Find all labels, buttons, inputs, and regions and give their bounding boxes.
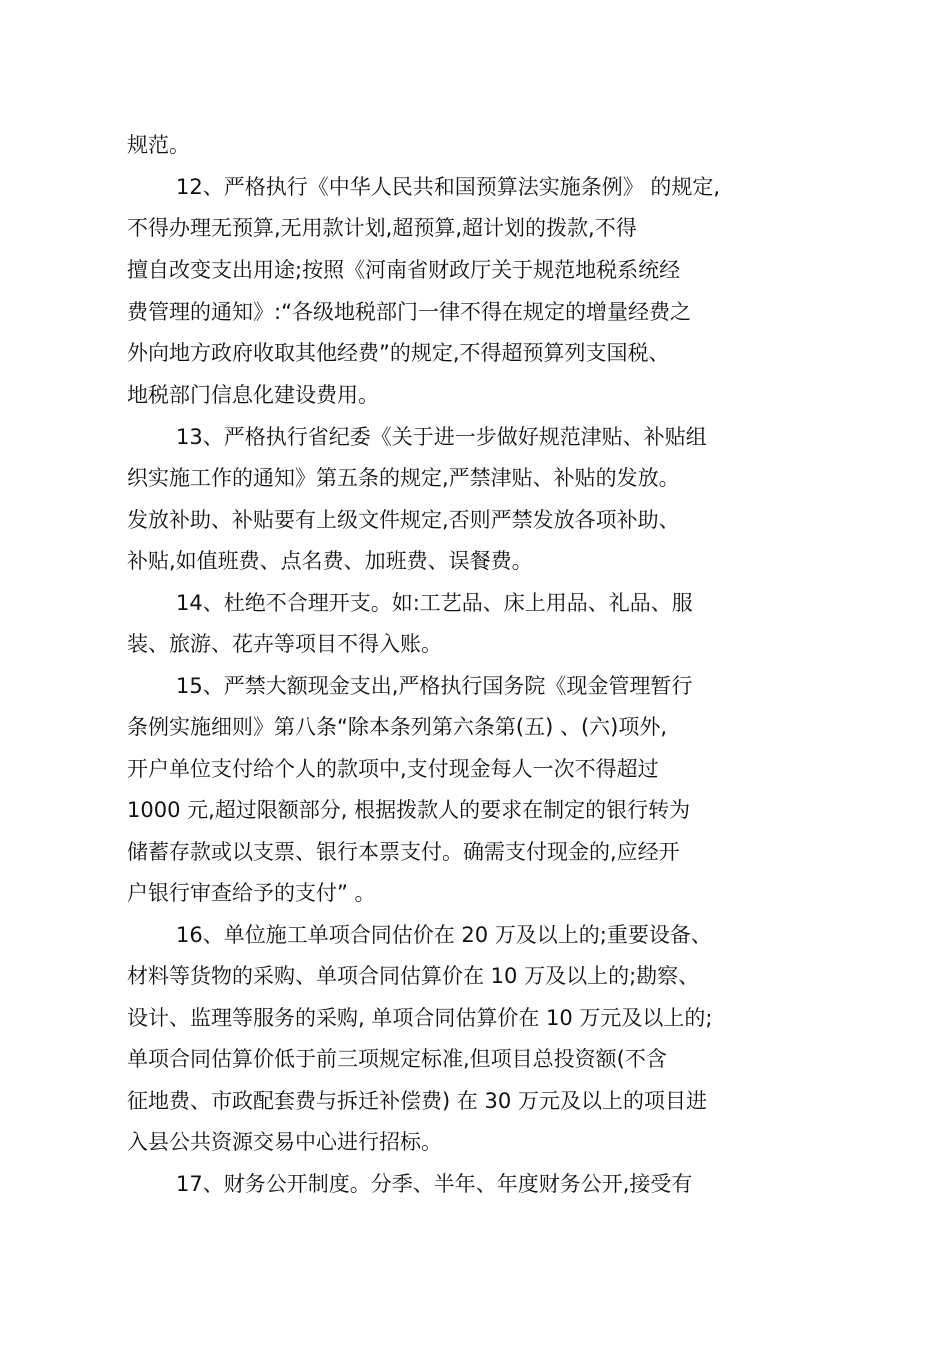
text-line: 15、严禁大额现金支出,严格执行国务院《现金管理暂行: [176, 674, 693, 698]
text-line: 发放补助、补贴要有上级文件规定,否则严禁发放各项补助、: [127, 508, 680, 532]
text-line: 单项合同估算价低于前三项规定标准,但项目总投资额(不含: [127, 1047, 667, 1071]
text-line: 12、严格执行《中华人民共和国预算法实施条例》 的规定,: [176, 175, 721, 199]
text-line: 条例实施细则》第八条“除本条列第六条第(五) 、(六)项外,: [127, 715, 667, 739]
text-line: 1000 元,超过限额部分, 根据拨款人的要求在制定的银行转为: [127, 798, 691, 822]
text-line: 规范。: [127, 133, 190, 157]
text-line: 征地费、市政配套费与拆迁补偿费) 在 30 万元及以上的项目进: [127, 1089, 707, 1113]
text-line: 入县公共资源交易中心进行招标。: [127, 1130, 442, 1154]
text-line: 户银行审查给予的支付” 。: [127, 881, 376, 905]
text-line: 擅自改变支出用途;按照《河南省财政厅关于规范地税系统经: [127, 258, 681, 282]
text-line: 费管理的通知》:“各级地税部门一律不得在规定的增量经费之: [127, 300, 691, 324]
text-line: 开户单位支付给个人的款项中,支付现金每人一次不得超过: [127, 757, 659, 781]
text-line: 外向地方政府收取其他经费”的规定,不得超预算列支国税、: [127, 341, 670, 365]
text-line: 16、单位施工单项合同估价在 20 万及以上的;重要设备、: [176, 923, 712, 947]
text-line: 地税部门信息化建设费用。: [127, 383, 379, 407]
text-line: 17、财务公开制度。分季、半年、年度财务公开,接受有: [176, 1172, 693, 1196]
text-line: 材料等货物的采购、单项合同估算价在 10 万及以上的;勘察、: [127, 964, 700, 988]
text-line: 不得办理无预算,无用款计划,超预算,超计划的拨款,不得: [127, 216, 637, 240]
text-line: 设计、监理等服务的采购, 单项合同估算价在 10 万元及以上的;: [127, 1006, 713, 1030]
text-line: 装、旅游、花卉等项目不得入账。: [127, 632, 442, 656]
text-line: 补贴,如值班费、点名费、加班费、误餐费。: [127, 549, 533, 573]
text-line: 储蓄存款或以支票、银行本票支付。确需支付现金的,应经开: [127, 840, 680, 864]
text-line: 13、严格执行省纪委《关于进一步做好规范津贴、补贴组: [176, 425, 707, 449]
text-line: 织实施工作的通知》第五条的规定,严禁津贴、补贴的发放。: [127, 466, 680, 490]
text-line: 14、杜绝不合理开支。如:工艺品、床上用品、礼品、服: [176, 591, 693, 615]
